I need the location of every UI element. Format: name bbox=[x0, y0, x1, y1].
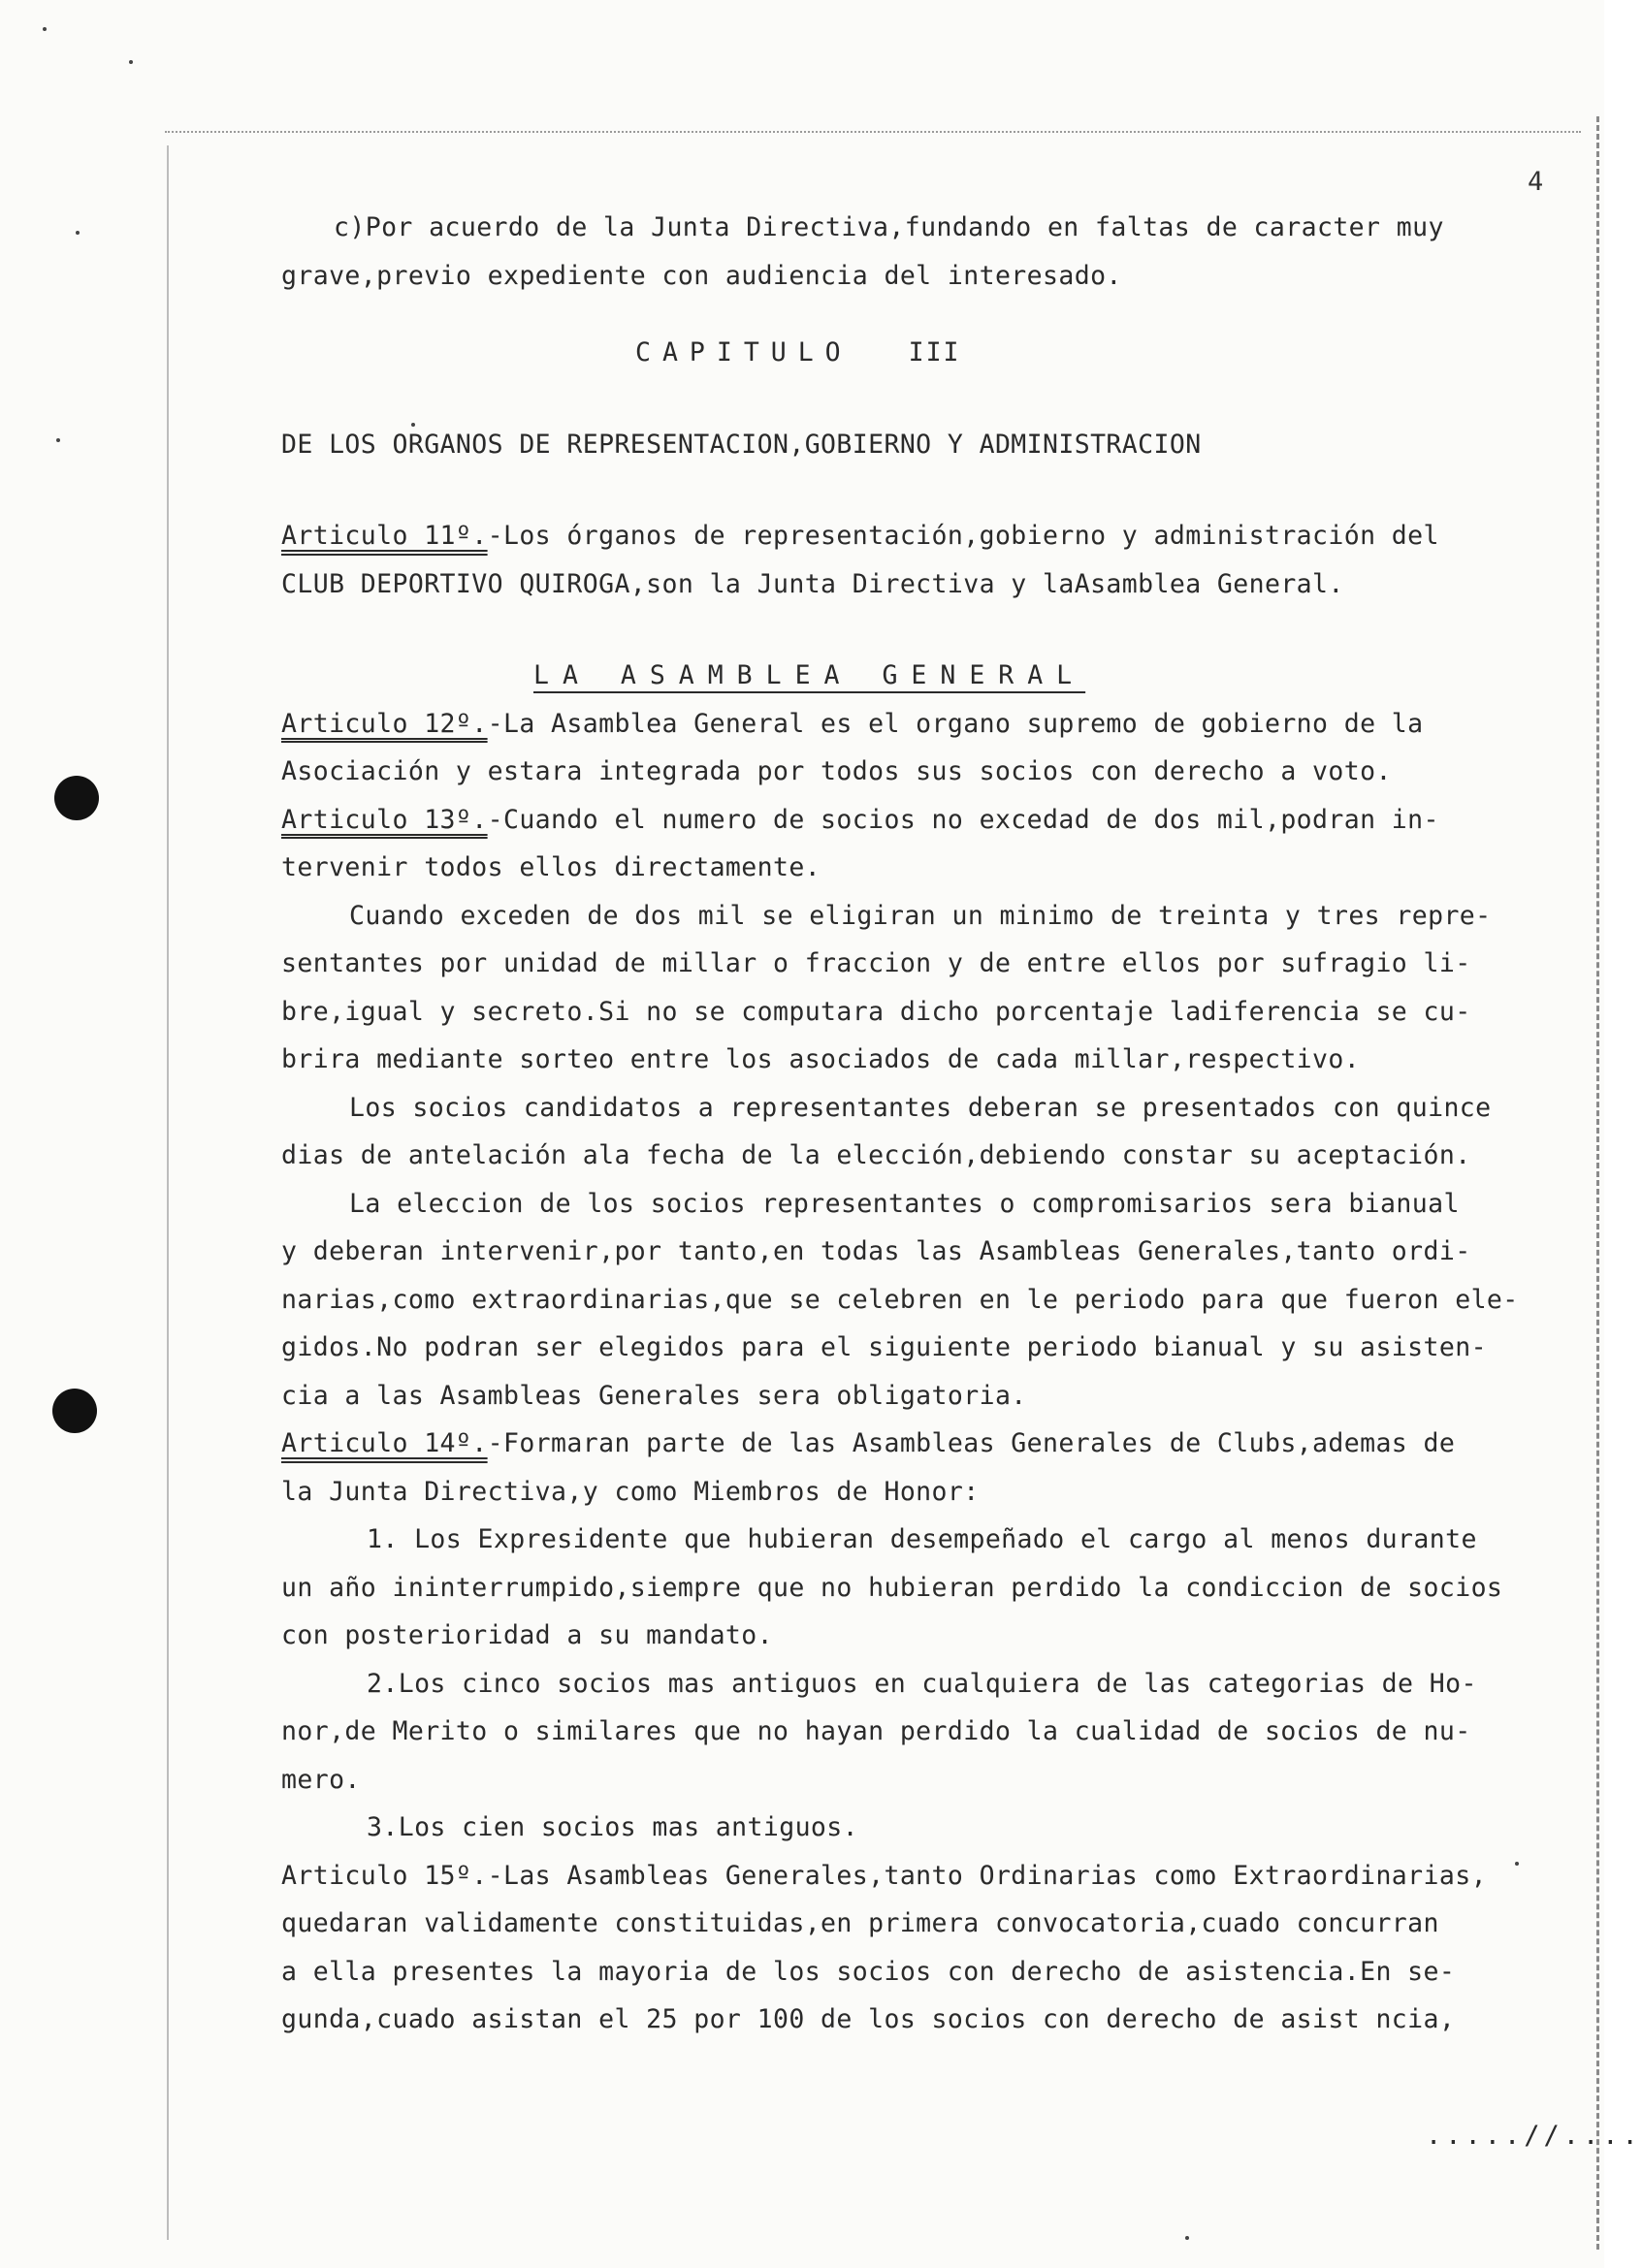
article-14-item2: mero. bbox=[281, 1764, 361, 1795]
article-label: Articulo 14º. bbox=[281, 1428, 488, 1458]
article-13-para3: dias de antelación ala fecha de la elección,debiendo constar su aceptación. bbox=[281, 1140, 1471, 1170]
article-14 bbox=[281, 1420, 1562, 1468]
article-11 bbox=[281, 512, 1562, 560]
scan-speck bbox=[76, 231, 80, 235]
page-number: 4 bbox=[1528, 167, 1544, 197]
article-13-para2: bre,igual y secreto.Si no se computara dicho porcentaje ladiferencia se cu- bbox=[281, 996, 1471, 1027]
article-label: Articulo 11º. bbox=[281, 521, 488, 551]
document-body bbox=[281, 204, 1562, 2044]
article-text: -Cuando el numero de socios no excedad de dos mil,podran in- bbox=[487, 804, 1439, 835]
article-15-line: Articulo 15º.-Las Asambleas Generales,tanto Ordinarias como Extraordinarias, bbox=[281, 1860, 1487, 1891]
page-right-edge bbox=[1596, 116, 1599, 2250]
article-13-para4: cia a las Asambleas Generales sera obligatoria. bbox=[281, 1380, 1027, 1411]
article-13-para4: gidos.No podran ser elegidos para el siguiente periodo bianual y su asisten- bbox=[281, 1332, 1487, 1362]
article-15-line: gunda,cuado asistan el 25 por 100 de los socios con derecho de asist ncia, bbox=[281, 2004, 1456, 2034]
intro-line: grave,previo expediente con audiencia del interesado. bbox=[281, 260, 1122, 291]
scan-speck bbox=[56, 438, 60, 442]
article-14-item1: un año ininterrumpido,siempre que no hubieran perdido la condiccion de socios bbox=[281, 1572, 1503, 1603]
article-label: Articulo 12º. bbox=[281, 708, 488, 739]
article-11-line: CLUB DEPORTIVO QUIROGA,son la Junta Directiva y laAsamblea General. bbox=[281, 568, 1344, 599]
page-top-edge bbox=[165, 131, 1581, 133]
article-15-line: quedaran validamente constituidas,en primera convocatoria,cuado concurran bbox=[281, 1908, 1439, 1938]
article-14-line: la Junta Directiva,y como Miembros de Honor: bbox=[281, 1476, 980, 1507]
scan-speck bbox=[129, 60, 133, 64]
article-14-item1: con posterioridad a su mandato. bbox=[281, 1620, 773, 1650]
chapter-title: DE LOS ORGANOS DE REPRESENTACION,GOBIERNO Y ADMINISTRACION bbox=[281, 429, 1202, 460]
chapter-number: III bbox=[908, 337, 961, 367]
article-13-line: tervenir todos ellos directamente. bbox=[281, 852, 821, 882]
article-text: -Los órganos de representación,gobierno y administración del bbox=[487, 521, 1439, 551]
article-14-item3: 3.Los cien socios mas antiguos. bbox=[367, 1812, 858, 1842]
punch-hole-top bbox=[54, 776, 99, 820]
section-title: LA ASAMBLEA GENERAL bbox=[533, 660, 1086, 690]
article-13-para2: brira mediante sorteo entre los asociados de cada millar,respectivo. bbox=[281, 1044, 1361, 1074]
article-text: -Formaran parte de las Asambleas Generales de Clubs,ademas de bbox=[487, 1428, 1456, 1458]
page-left-edge bbox=[167, 145, 169, 2240]
article-13-para4: La eleccion de los socios representantes o compromisarios sera bianual bbox=[349, 1188, 1460, 1219]
article-13-para2: Cuando exceden de dos mil se eligiran un minimo de treinta y tres repre- bbox=[349, 900, 1492, 931]
article-text: -La Asamblea General es el organo supremo de gobierno de la bbox=[487, 708, 1424, 739]
article-14-item2: 2.Los cinco socios mas antiguos en cualquiera de las categorias de Ho- bbox=[367, 1668, 1477, 1699]
article-13-para3: Los socios candidatos a representantes deberan se presentados con quince bbox=[349, 1092, 1492, 1123]
article-14-item2: nor,de Merito o similares que no hayan perdido la cualidad de socios de nu- bbox=[281, 1716, 1471, 1746]
article-13-para2: sentantes por unidad de millar o fraccion y de entre ellos por sufragio li- bbox=[281, 948, 1471, 978]
chapter-heading bbox=[281, 329, 1562, 377]
article-13-para4: narias,como extraordinarias,que se celebren en le periodo para que fueron ele- bbox=[281, 1284, 1519, 1315]
article-label: Articulo 13º. bbox=[281, 804, 488, 835]
article-12 bbox=[281, 700, 1562, 749]
chapter-label: CAPITULO bbox=[635, 337, 853, 367]
article-15-line: a ella presentes la mayoria de los socios con derecho de asistencia.En se- bbox=[281, 1956, 1456, 1987]
article-12-line: Asociación y estara integrada por todos sus socios con derecho a voto. bbox=[281, 756, 1392, 786]
article-13-para4: y deberan intervenir,por tanto,en todas las Asambleas Generales,tanto ordi- bbox=[281, 1236, 1471, 1266]
article-14-item1: 1. Los Expresidente que hubieran desempeñado el cargo al menos durante bbox=[367, 1524, 1477, 1554]
intro-line: c)Por acuerdo de la Junta Directiva,fundando en faltas de caracter muy bbox=[334, 212, 1444, 242]
article-13 bbox=[281, 796, 1562, 845]
scan-speck bbox=[1185, 2236, 1189, 2240]
scan-speck bbox=[43, 27, 47, 31]
punch-hole-bottom bbox=[52, 1389, 97, 1433]
continuation-marker: .....//.... bbox=[1426, 2121, 1642, 2151]
